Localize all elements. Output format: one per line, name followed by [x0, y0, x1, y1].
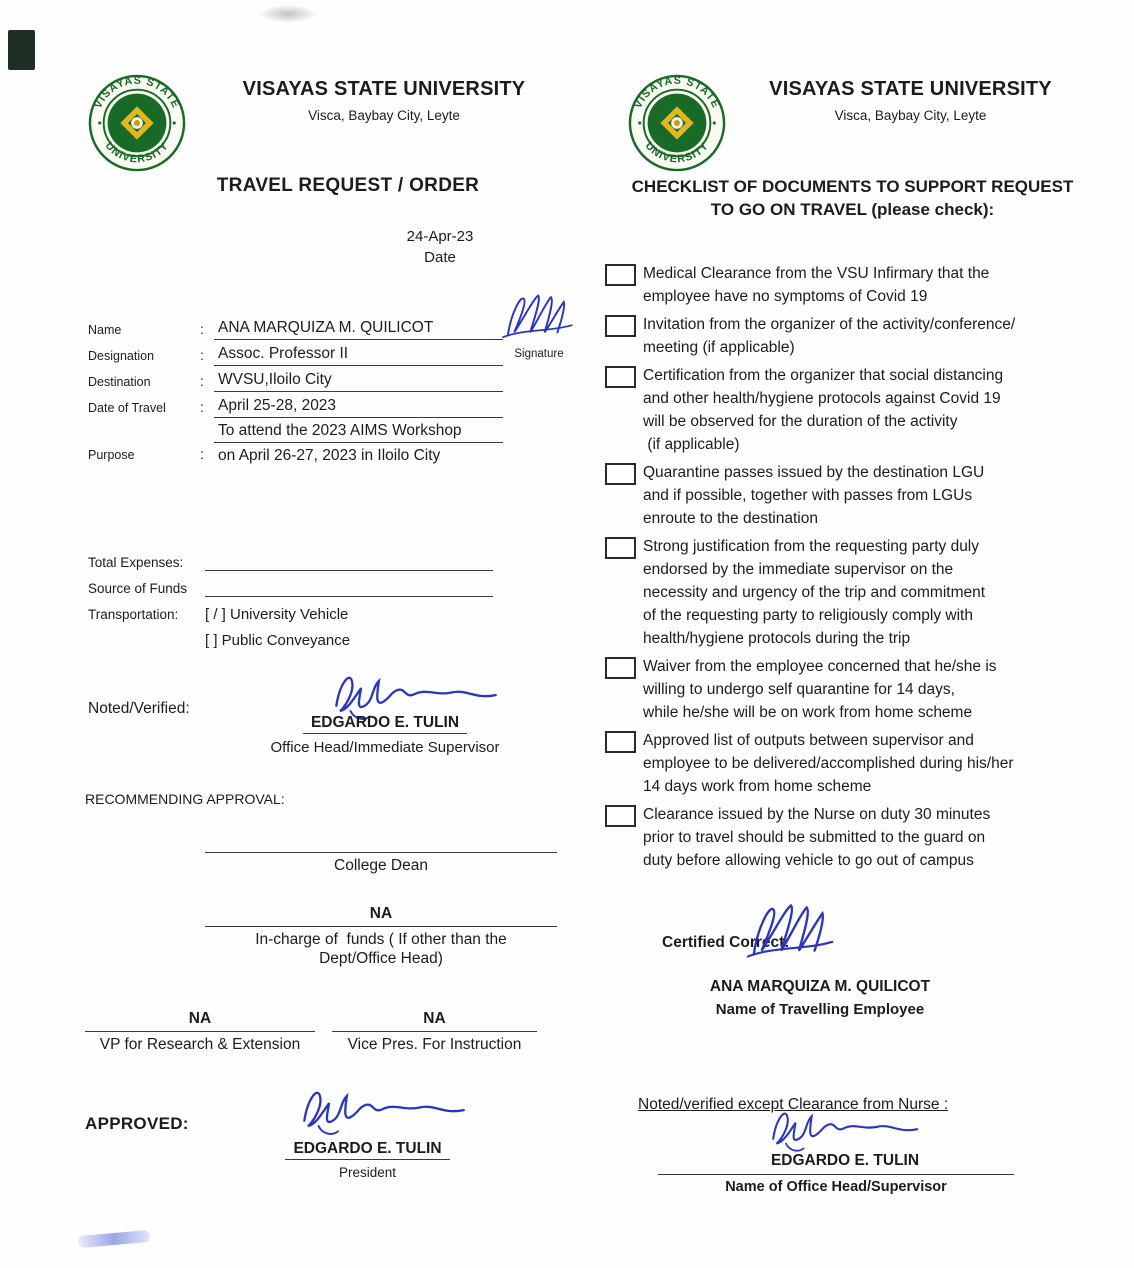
field-colon: :	[200, 373, 204, 389]
incharge-funds-value: NA	[369, 905, 393, 922]
checklist-item-text	[643, 461, 1110, 530]
checkbox[interactable]	[605, 537, 636, 559]
checklist-item-line: health/hygiene protocols during the trip	[643, 630, 911, 647]
checkbox[interactable]	[605, 657, 636, 679]
checkbox[interactable]	[605, 315, 636, 337]
date-value: 24-Apr-23	[406, 228, 474, 245]
incharge-funds-label-1: In-charge of funds ( If other than the	[255, 931, 507, 948]
field-value: Assoc. Professor II	[214, 345, 503, 366]
form-title: TRAVEL REQUEST / ORDER	[216, 175, 480, 196]
checklist-item-line: duty before allowing vehicle to go out of campus	[643, 852, 974, 869]
checklist-item-text	[643, 364, 1110, 456]
field-value-wrap	[214, 345, 503, 366]
office-head-title: Name of Office Head/Supervisor	[725, 1179, 947, 1195]
president-name-block	[255, 1140, 480, 1180]
checklist-item-line: Waiver from the employee concerned that he/she is	[643, 658, 997, 675]
university-address: Visca, Baybay City, Leyte	[308, 108, 460, 123]
checklist-item	[605, 364, 1110, 456]
field-value: To attend the 2023 AIMS Workshop	[214, 422, 503, 443]
checklist-item-line: meeting (if applicable)	[643, 339, 795, 356]
transportation-row-2	[88, 629, 493, 649]
checklist-item-line: while he/she will be on work from home scheme	[643, 704, 973, 721]
field-value: WVSU,Iloilo City	[214, 371, 503, 392]
vp-research-label: VP for Research & Extension	[99, 1036, 301, 1053]
noted-verified-label: Noted/Verified:	[88, 700, 190, 717]
checklist-item-line: necessity and urgency of the trip and commitment	[643, 584, 986, 601]
field-value-wrap	[214, 371, 503, 392]
checklist-item-line: of the requesting party to religiously comply with	[643, 607, 973, 624]
total-expenses-row	[88, 551, 493, 571]
form-field-row	[88, 370, 503, 392]
college-dean-block	[205, 852, 557, 875]
office-head-name: EDGARDO E. TULIN	[770, 1152, 920, 1169]
incharge-funds-label-2: Dept/Office Head)	[319, 950, 443, 967]
checklist-item-text	[643, 262, 1110, 308]
office-head-signature	[752, 1102, 932, 1158]
form-fields	[88, 318, 503, 469]
date-block	[355, 228, 525, 266]
field-colon: :	[200, 399, 204, 415]
signature-label: Signature	[514, 348, 564, 360]
field-label: Name	[88, 323, 122, 337]
checklist-item-line: and if possible, together with passes from LGUs	[643, 487, 973, 504]
travelling-employee-signature	[738, 892, 846, 974]
incharge-funds-block	[205, 905, 557, 968]
scan-artifact-ink-smudge	[78, 1230, 151, 1248]
checklist-title	[600, 175, 1105, 221]
university-address-right: Visca, Baybay City, Leyte	[834, 108, 987, 123]
expenses-block	[88, 551, 493, 655]
approved-label: APPROVED:	[85, 1114, 189, 1133]
president-name: EDGARDO E. TULIN	[285, 1140, 449, 1160]
checklist-item-line: Medical Clearance from the VSU Infirmary that the	[643, 265, 990, 282]
transportation-row	[88, 603, 493, 623]
college-dean-signature-line	[205, 852, 557, 853]
university-name-right: VISAYAS STATE UNIVERSITY	[769, 78, 1052, 100]
checklist-item-line: and other health/hygiene protocols against Covid 19	[643, 390, 1001, 407]
checklist-item-line: Strong justification from the requesting party duly	[643, 538, 980, 555]
transport-option-public[interactable]: [ ] Public Conveyance	[205, 632, 351, 649]
checklist-item	[605, 729, 1110, 798]
office-head-title-block	[658, 1179, 1014, 1195]
office-head-signature-line	[658, 1174, 1014, 1175]
vp-instruction-block	[332, 1010, 537, 1054]
checklist-item-line: employee have no symptoms of Covid 19	[643, 288, 928, 305]
field-value-wrap	[214, 422, 503, 465]
checklist-item-text	[643, 729, 1110, 798]
recommending-approval-label: RECOMMENDING APPROVAL:	[85, 791, 285, 807]
field-value: ANA MARQUIZA M. QUILICOT	[214, 319, 503, 340]
scan-artifact-corner	[8, 30, 35, 70]
date-label: Date	[424, 249, 456, 266]
field-colon: :	[200, 321, 204, 337]
checklist-item-line: Quarantine passes issued by the destination LGU	[643, 464, 985, 481]
form-field-row	[88, 396, 503, 418]
total-expenses-label: Total Expenses:	[88, 555, 184, 570]
supervisor-title: Office Head/Immediate Supervisor	[270, 739, 500, 756]
checkbox[interactable]	[605, 731, 636, 753]
checkbox[interactable]	[605, 366, 636, 388]
right-header	[738, 78, 1083, 123]
source-of-funds-row	[88, 577, 493, 597]
supervisor-name-block	[240, 714, 530, 756]
transport-option-university[interactable]: [ / ] University Vehicle	[205, 606, 349, 623]
employee-signature	[495, 286, 583, 350]
field-value-wrap	[214, 397, 503, 418]
travelling-employee-name: ANA MARQUIZA M. QUILICOT	[709, 978, 931, 995]
checklist-item	[605, 461, 1110, 530]
vp-research-value: NA	[188, 1010, 212, 1027]
vp-instruction-label: Vice Pres. For Instruction	[347, 1036, 522, 1053]
president-signature	[278, 1080, 483, 1142]
college-dean-label: College Dean	[334, 857, 428, 874]
scan-artifact-smudge	[258, 5, 318, 23]
checklist-item	[605, 535, 1110, 650]
field-value-line2: on April 26-27, 2023 in Iloilo City	[218, 447, 441, 464]
transportation-label-spacer	[88, 648, 205, 649]
checklist-item-text	[643, 535, 1110, 650]
noted-except-clearance-label: Noted/verified except Clearance from Nurse :	[638, 1096, 949, 1113]
vsu-seal-logo-left	[88, 74, 186, 172]
field-label: Purpose	[88, 448, 135, 462]
president-title: President	[338, 1165, 397, 1180]
checklist-item-line: (if applicable)	[643, 436, 740, 453]
vp-instruction-line	[332, 1031, 537, 1032]
field-colon: :	[200, 347, 204, 363]
field-label: Destination	[88, 375, 151, 389]
checklist-item-line: willing to undergo self quarantine for 14 days,	[643, 681, 955, 698]
field-label: Date of Travel	[88, 401, 166, 415]
field-colon: :	[200, 446, 204, 462]
checklist-title-line1: CHECKLIST OF DOCUMENTS TO SUPPORT REQUEST	[631, 177, 1074, 196]
transportation-label: Transportation:	[88, 607, 179, 622]
vsu-seal-logo-right	[628, 74, 726, 172]
checklist-item-line: employee to be delivered/accomplished during his/her	[643, 755, 1014, 772]
vp-instruction-value: NA	[423, 1010, 446, 1027]
form-field-row	[88, 422, 503, 465]
form-field-row	[88, 318, 503, 340]
checklist-item-line: Approved list of outputs between supervisor and	[643, 732, 974, 749]
vp-research-block	[85, 1010, 315, 1054]
checklist-item-text	[643, 655, 1110, 724]
checkbox[interactable]	[605, 463, 636, 485]
total-expenses-blank-line	[205, 552, 493, 571]
travelling-employee-title: Name of Travelling Employee	[715, 1001, 925, 1018]
checkbox[interactable]	[605, 264, 636, 286]
field-value: April 25-28, 2023	[214, 397, 503, 418]
checklist-item	[605, 803, 1110, 872]
checklist-item	[605, 313, 1110, 359]
checklist-item-line: Invitation from the organizer of the activity/conference/	[643, 316, 1016, 333]
checklist-item	[605, 655, 1110, 724]
form-field-row	[88, 344, 503, 366]
checklist-item-line: 14 days work from home scheme	[643, 778, 872, 795]
checklist-item-line: will be observed for the duration of the activity	[643, 413, 958, 430]
field-label: Designation	[88, 349, 155, 363]
field-value-wrap	[214, 319, 503, 340]
checkbox[interactable]	[605, 805, 636, 827]
checklist-item	[605, 262, 1110, 308]
supervisor-name: EDGARDO E. TULIN	[303, 714, 467, 734]
checklist-item-line: Certification from the organizer that social distancing	[643, 367, 1004, 384]
university-name: VISAYAS STATE UNIVERSITY	[242, 78, 526, 100]
checklist-item-line: enroute to the destination	[643, 510, 818, 527]
incharge-funds-line	[205, 926, 557, 927]
certified-correct-label: Certified Correct:	[662, 934, 790, 951]
office-head-name-block	[720, 1152, 970, 1170]
source-of-funds-blank-line	[205, 578, 493, 597]
checklist-item-line: prior to travel should be submitted to the guard on	[643, 829, 986, 846]
checklist-item-line: Clearance issued by the Nurse on duty 30 minutes	[643, 806, 991, 823]
checklist-title-line2: TO GO ON TRAVEL (please check):	[710, 200, 995, 219]
checklist-item-text	[643, 313, 1110, 359]
source-of-funds-label: Source of Funds	[88, 581, 188, 596]
left-header	[198, 78, 570, 123]
travelling-employee-name-block	[650, 978, 990, 1018]
checklist-item-line: endorsed by the immediate supervisor on the	[643, 561, 954, 578]
checklist	[605, 262, 1110, 877]
checklist-item-text	[643, 803, 1110, 872]
vp-research-line	[85, 1031, 315, 1032]
